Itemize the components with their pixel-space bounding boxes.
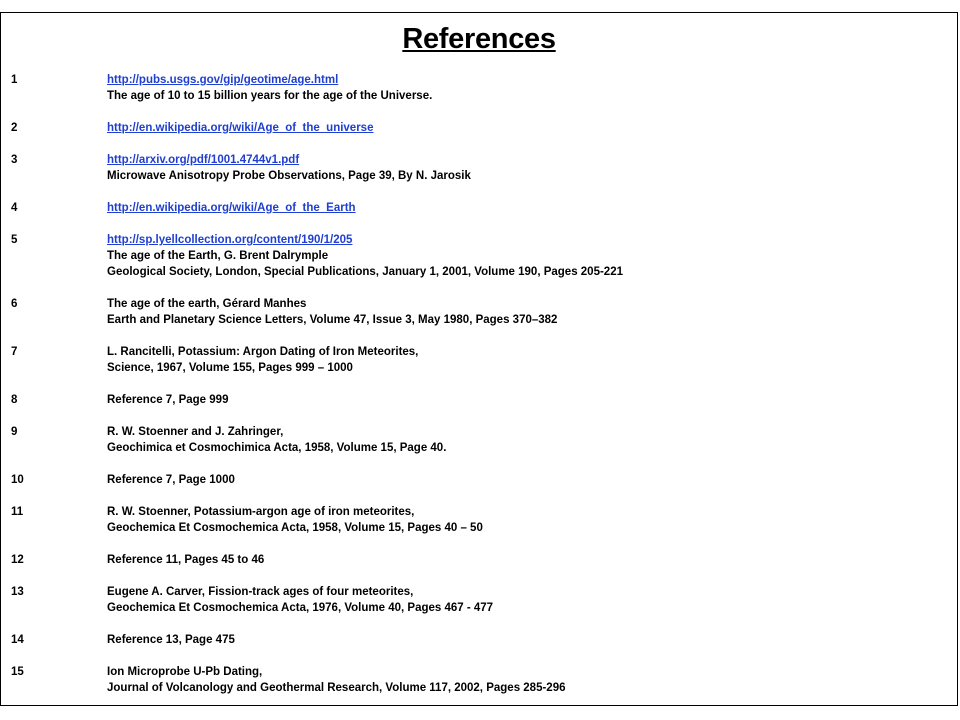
reference-text-line: Geochemica Et Cosmochemica Acta, 1976, Volume 40, Pages 467 - 477 [107,602,494,614]
reference-spacer [1,456,957,472]
reference-body [107,424,957,456]
reference-link[interactable]: http://arxiv.org/pdf/1001.4744v1.pdf [107,154,300,166]
reference-body [107,392,957,408]
reference-text-line: L. Rancitelli, Potassium: Argon Dating of Iron Meteorites, [107,346,419,358]
reference-body [107,344,957,376]
reference-number: 1 [11,74,18,86]
reference-body [107,632,957,648]
reference-spacer [1,280,957,296]
reference-body [107,472,957,488]
reference-number: 9 [11,426,18,438]
reference-body [107,152,957,184]
reference-item [1,472,957,488]
reference-text-line: Journal of Volcanology and Geothermal Research, Volume 117, 2002, Pages 285-296 [107,682,566,694]
reference-item [1,152,957,184]
reference-body [107,72,957,104]
reference-text-line: The age of the earth, Gérard Manhes [107,298,307,310]
reference-link[interactable]: http://en.wikipedia.org/wiki/Age_of_the_universe [107,122,374,134]
reference-number: 10 [11,474,24,486]
reference-spacer [1,376,957,392]
reference-spacer [1,104,957,120]
reference-text-line: The age of 10 to 15 billion years for the age of the Universe. [107,90,433,102]
reference-number: 15 [11,666,24,678]
reference-number: 12 [11,554,24,566]
reference-item [1,200,957,216]
reference-item [1,72,957,104]
reference-number: 13 [11,586,24,598]
reference-item [1,424,957,456]
reference-item [1,632,957,648]
reference-number: 8 [11,394,18,406]
reference-text-line: Earth and Planetary Science Letters, Volume 47, Issue 3, May 1980, Pages 370–382 [107,314,558,326]
reference-spacer [1,408,957,424]
reference-number: 5 [11,234,18,246]
reference-spacer [1,648,957,664]
reference-number: 2 [11,122,18,134]
reference-number: 3 [11,154,18,166]
reference-item [1,552,957,568]
reference-item [1,344,957,376]
page-title: References [402,23,556,55]
reference-text-line: Geological Society, London, Special Publications, January 1, 2001, Volume 190, Pages 205-221 [107,266,623,278]
reference-body [107,664,957,696]
reference-link[interactable]: http://en.wikipedia.org/wiki/Age_of_the_Earth [107,202,356,214]
reference-body [107,120,957,136]
reference-item [1,296,957,328]
reference-text-line: Reference 7, Page 999 [107,394,229,406]
reference-body [107,200,957,216]
reference-item [1,392,957,408]
reference-body [107,232,957,280]
reference-item [1,120,957,136]
reference-body [107,504,957,536]
reference-spacer [1,536,957,552]
reference-number: 6 [11,298,18,310]
reference-list [1,72,957,696]
reference-spacer [1,616,957,632]
reference-number: 7 [11,346,18,358]
reference-text-line: The age of the Earth, G. Brent Dalrymple [107,250,329,262]
reference-text-line: Reference 13, Page 475 [107,634,235,646]
reference-number: 14 [11,634,24,646]
reference-item [1,584,957,616]
reference-link[interactable]: http://sp.lyellcollection.org/content/190/1/205 [107,234,353,246]
reference-text-line: Geochemica Et Cosmochemica Acta, 1958, Volume 15, Pages 40 – 50 [107,522,483,534]
reference-number: 4 [11,202,18,214]
reference-text-line: Eugene A. Carver, Fission-track ages of four meteorites, [107,586,414,598]
reference-link[interactable]: http://pubs.usgs.gov/gip/geotime/age.html [107,74,339,86]
reference-item [1,664,957,696]
reference-number: 11 [11,506,24,518]
reference-text-line: Science, 1967, Volume 155, Pages 999 – 1000 [107,362,353,374]
reference-text-line: R. W. Stoenner, Potassium-argon age of iron meteorites, [107,506,415,518]
reference-spacer [1,328,957,344]
reference-body [107,584,957,616]
slide-page [0,12,958,706]
reference-text-line: Microwave Anisotropy Probe Observations, Page 39, By N. Jarosik [107,170,471,182]
reference-text-line: Ion Microprobe U-Pb Dating, [107,666,263,678]
reference-text-line: Reference 7, Page 1000 [107,474,235,486]
reference-spacer [1,488,957,504]
reference-body [107,552,957,568]
reference-text-line: R. W. Stoenner and J. Zahringer, [107,426,284,438]
reference-text-line: Geochimica et Cosmochimica Acta, 1958, Volume 15, Page 40. [107,442,447,454]
reference-spacer [1,568,957,584]
reference-spacer [1,184,957,200]
reference-text-line: Reference 11, Pages 45 to 46 [107,554,265,566]
reference-item [1,504,957,536]
reference-item [1,232,957,280]
reference-body [107,296,957,328]
reference-spacer [1,136,957,152]
reference-spacer [1,216,957,232]
